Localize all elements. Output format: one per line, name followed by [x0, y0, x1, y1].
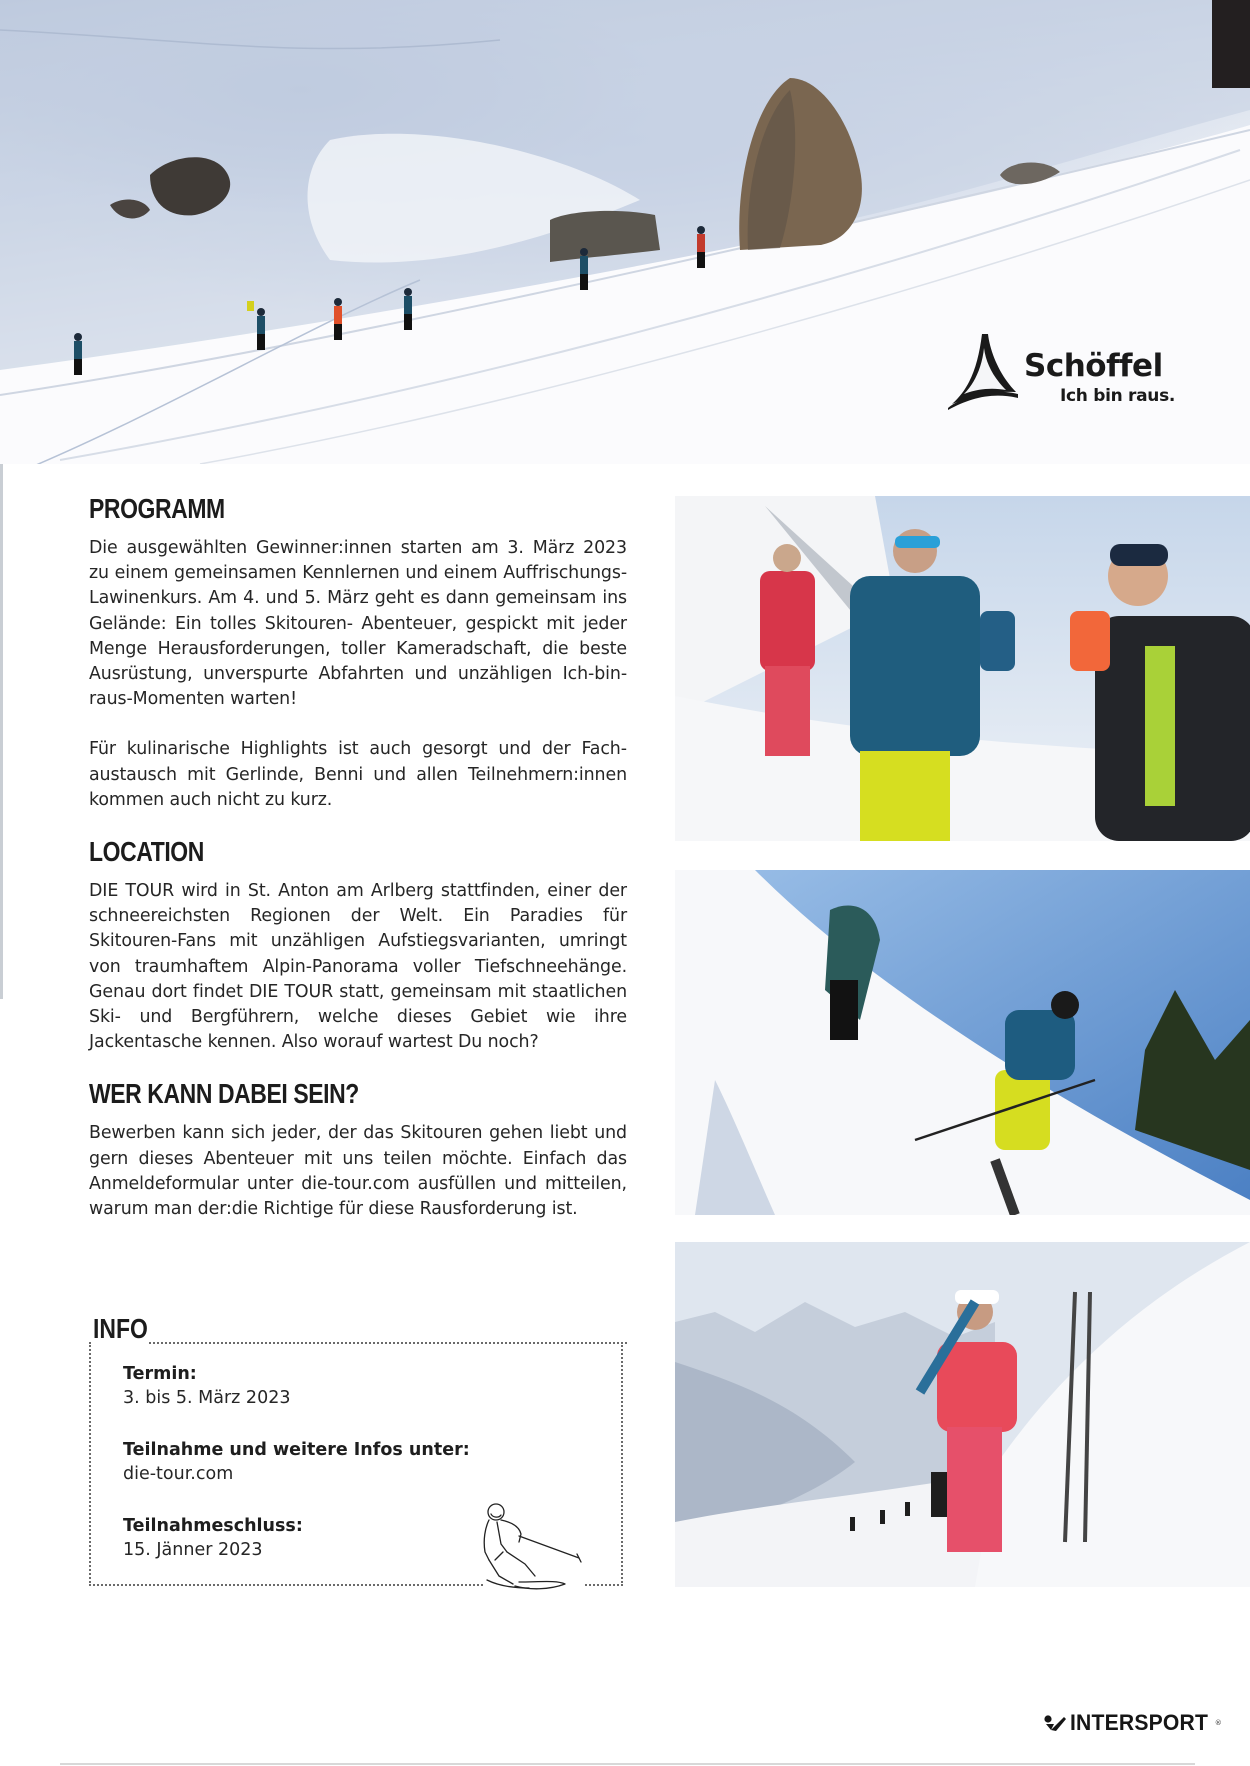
photo-downhill-graphic — [675, 870, 1250, 1215]
info-item-teilnahmeschluss — [123, 1514, 303, 1562]
intersport-logo — [1044, 1710, 1222, 1736]
photo-handshake — [675, 496, 1250, 841]
section-heading: PROGRAMM — [89, 493, 225, 524]
intersport-wordmark: INTERSPORT — [1070, 1710, 1209, 1735]
article-text — [89, 492, 627, 1244]
photo-handshake-graphic — [675, 496, 1250, 841]
paragraph: DIE TOUR wird in St. Anton am Arlberg stattfinden, einer der schneereichsten Regionen der Welt. Ein Paradies für Skitouren-Fans mit unzähligen Aufstiegsvarianten, umringt von traumhaftem Alpin-Panorama voller Tiefschneehänge. Genau dort findet DIE TOUR statt, gemeinsam mit staatlichen Ski- und Bergführern, welche dieses Gebiet wie ihre Jackentasche kennen. Also worauf wartest Du noch? — [89, 881, 627, 1053]
footer-rule — [60, 1763, 1195, 1765]
info-item-teilnahme — [123, 1438, 470, 1486]
section-heading: WER KANN DABEI SEIN? — [89, 1078, 359, 1110]
section-wer-kann-dabei-sein — [89, 1077, 627, 1222]
schoeffel-logo — [946, 330, 1176, 410]
info-title: INFO — [93, 1313, 148, 1344]
info-value: 15. Jänner 2023 — [123, 1540, 263, 1560]
paragraph: Für kulinarische Highlights ist auch gesorgt und der Fachaustausch mit Gerlinde, Benni und allen Teilnehmern:innen kommen auch nicht zu kurz. — [89, 739, 627, 810]
info-item-termin — [123, 1362, 290, 1410]
section-location — [89, 835, 627, 1055]
registered-mark: ® — [1214, 1719, 1222, 1727]
info-label: Termin: — [123, 1364, 197, 1384]
section-programm — [89, 492, 627, 813]
page-tab-marker — [1212, 0, 1250, 88]
schoeffel-mark-icon — [946, 332, 1026, 412]
section-heading: LOCATION — [89, 836, 204, 868]
intersport-mark-icon — [1044, 1714, 1066, 1732]
info-label: Teilnahme und weitere Infos unter: — [123, 1440, 470, 1460]
hero-image — [0, 0, 1250, 464]
brand-name: Schöffel — [1024, 348, 1163, 384]
info-box — [89, 1312, 627, 1588]
brand-tagline: Ich bin raus. — [1060, 386, 1176, 406]
skier-illustration-icon — [479, 1502, 589, 1592]
left-edge-rule — [0, 464, 3, 999]
paragraph: Die ausgewählten Gewinner:innen starten am 3. März 2023 zu einem gemeinsamen Kennlernen und einem Auffrischungs-Lawinenkurs. Am 4. und 5. März geht es dann gemeinsam ins Gelände: Ein tolles Skitouren- Abenteuer, gespickt mit jeder Menge Herausforderungen, toller Kameradschaft, die beste Ausrüstung, unverspurte Abfahrten und unzähligen Ich-bin-raus-Momenten warten! — [89, 538, 627, 710]
photo-downhill — [675, 870, 1250, 1215]
photo-ascent — [675, 1242, 1250, 1587]
info-label: Teilnahmeschluss: — [123, 1516, 303, 1536]
info-value: 3. bis 5. März 2023 — [123, 1388, 291, 1408]
photo-ascent-graphic — [675, 1242, 1250, 1587]
paragraph: Bewerben kann sich jeder, der das Skitouren gehen liebt und gern dieses Abenteuer mit uns teilen möchte. Einfach das Anmeldeformular unter die-tour.com ausfüllen und mitteilen, warum man der:die Richtige für diese Rausforderung ist. — [89, 1123, 627, 1220]
info-link[interactable]: die-tour.com — [123, 1464, 234, 1484]
